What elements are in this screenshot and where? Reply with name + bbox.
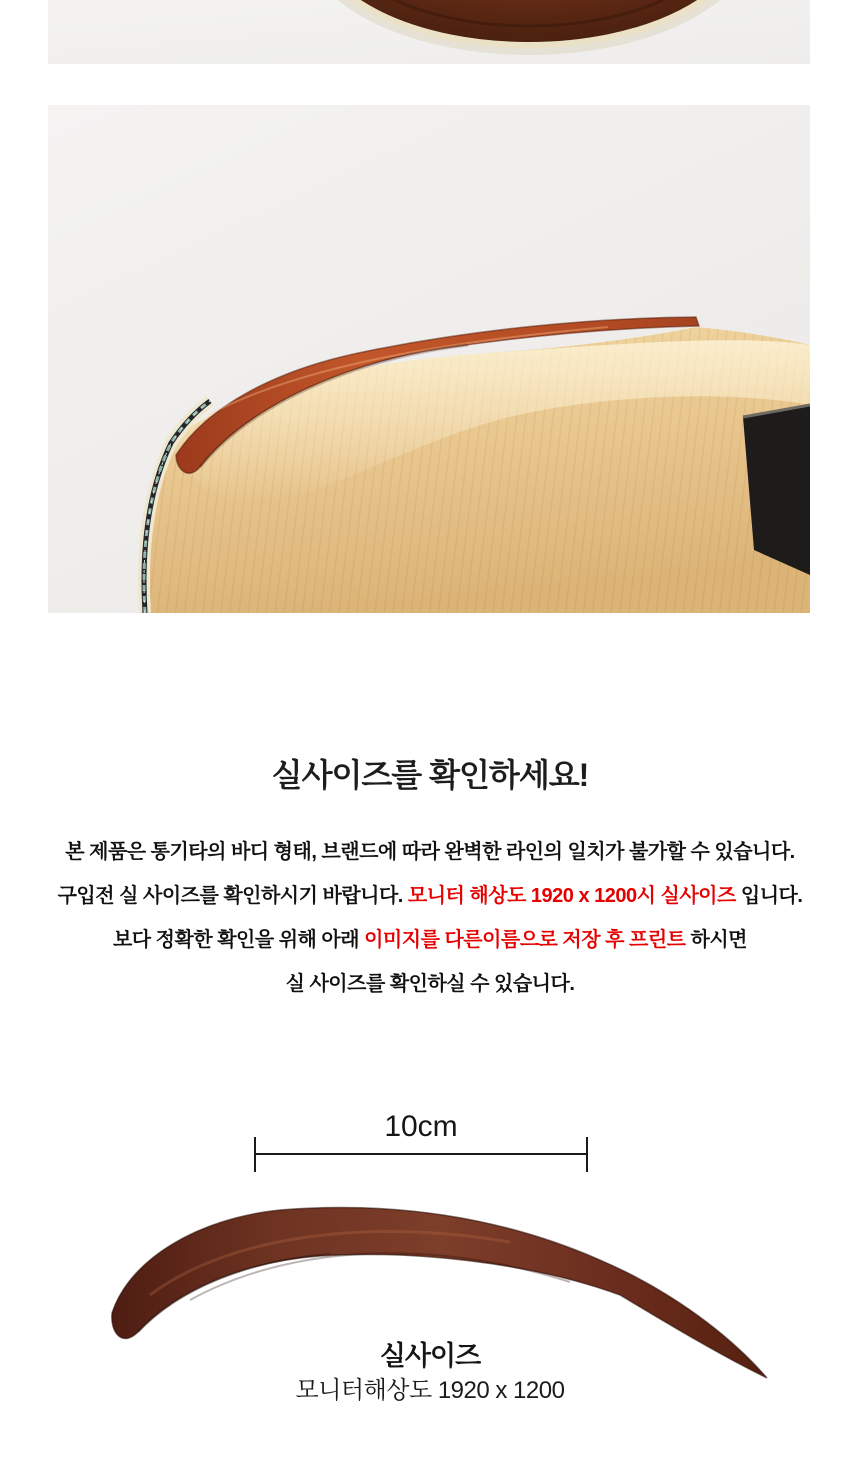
notice-line-2 — [0, 874, 860, 918]
size-notice-body — [0, 830, 860, 1006]
guitar-back-bottom-image — [48, 0, 810, 64]
notice-line-2-pre: 구입전 실 사이즈를 확인하시기 바랍니다. — [57, 885, 408, 907]
scale-bar-right-tick — [586, 1137, 588, 1172]
actual-size-caption-title: 실사이즈 — [379, 1341, 481, 1371]
top-photo — [48, 0, 810, 64]
scale-bar-line — [255, 1153, 587, 1155]
armrest-on-guitar-image — [48, 105, 810, 613]
notice-line-3-red-highlight: 이미지를 다른이름으로 저장 후 프린트 — [364, 929, 686, 951]
notice-line-3-post: 하시면 — [685, 929, 747, 951]
notice-line-3-pre: 보다 정확한 확인을 위해 아래 — [112, 929, 365, 951]
notice-line-3 — [0, 918, 860, 962]
actual-size-caption-subtitle: 모니터해상도 1920 x 1200 — [295, 1377, 565, 1404]
scale-bar-left-tick — [254, 1137, 256, 1172]
main-photo — [48, 105, 810, 613]
notice-line-2-post: 입니다. — [735, 885, 803, 907]
notice-line-1: 본 제품은 통기타의 바디 형태, 브랜드에 따라 완벽한 라인의 일치가 불가할 수 있습니다. — [65, 841, 795, 863]
notice-line-2-red-highlight: 모니터 해상도 1920 x 1200시 실사이즈 — [407, 885, 736, 907]
notice-line-4: 실 사이즈를 확인하실 수 있습니다. — [285, 973, 575, 995]
size-notice-title: 실사이즈를 확인하세요! — [271, 757, 589, 793]
scale-bar-label: 10cm — [384, 1110, 458, 1143]
